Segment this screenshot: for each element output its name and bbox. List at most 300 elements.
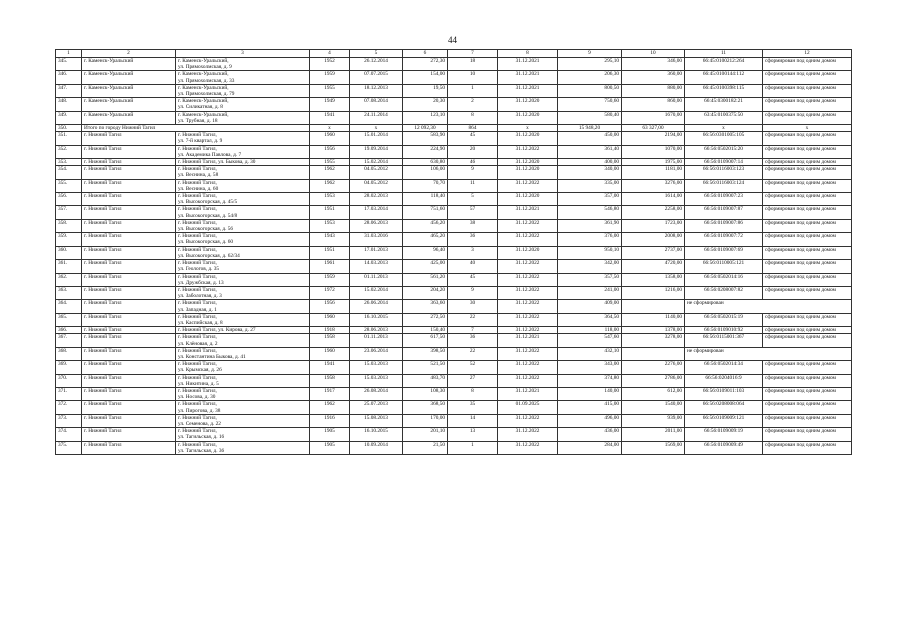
table-cell: 3 — [448, 246, 498, 259]
table-row — [56, 111, 852, 124]
table-row — [56, 179, 852, 192]
table-cell: 2011,00 — [622, 428, 685, 441]
table-cell: 372. — [56, 401, 82, 414]
column-header: 3 — [176, 50, 310, 58]
table-cell: сформирован под одним домом — [763, 58, 852, 71]
table-cell: 860,00 — [622, 98, 685, 111]
table-cell: г. Нижний Тагил, ул. Кирова, д. 27 — [176, 327, 310, 334]
table-cell: 2194,00 — [622, 132, 685, 145]
table-cell: 1951 — [310, 206, 350, 219]
column-header: 4 — [310, 50, 350, 58]
table-cell: 1959 — [310, 273, 350, 286]
table-cell: г. Нижний Тагил — [82, 300, 176, 313]
table-cell: 1959 — [310, 71, 350, 84]
table-cell: 26.08.2014 — [350, 387, 403, 400]
table-cell: 118,00 — [558, 327, 622, 334]
table-cell: 7 — [448, 327, 498, 334]
table-cell: сформирован под одним домом — [763, 260, 852, 273]
table-cell: сформирован под одним домом — [763, 428, 852, 441]
table-cell: 25.07.2013 — [350, 401, 403, 414]
table-cell: x — [763, 125, 852, 132]
table-cell: 31.03.2016 — [350, 233, 403, 246]
table-cell: сформирован под одним домом — [763, 98, 852, 111]
table-cell: г. Нижний Тагил, ул. Западная, д. 1 — [176, 300, 310, 313]
table-cell: 224,90 — [403, 145, 448, 158]
table-cell: сформирован под одним домом — [763, 179, 852, 192]
table-cell: 12 092,30 — [403, 125, 448, 132]
table-cell: 241,00 — [558, 286, 622, 299]
table-cell: 15.03.2013 — [350, 374, 403, 387]
table-cell: 1918 — [310, 327, 350, 334]
table-cell: 19.09.2014 — [350, 145, 403, 158]
table-cell: 01.11.2013 — [350, 273, 403, 286]
table-cell: 66:56:0109007:69 — [685, 246, 763, 259]
table-cell: 66:56:0109011:103 — [685, 387, 763, 400]
table-cell: 66:56:0116003:124 — [685, 179, 763, 192]
table-cell: 66:56:0109009:49 — [685, 441, 763, 454]
table-cell: 3278,00 — [622, 334, 685, 347]
table-cell: 800,50 — [558, 84, 622, 97]
table-cell: 96,40 — [403, 246, 448, 259]
table-cell: 15.01.2014 — [350, 132, 403, 145]
table-cell: 21,50 — [403, 441, 448, 454]
table-cell: 66:56:0109009:19 — [685, 428, 763, 441]
table-cell: г. Каменск-Уральский — [82, 98, 176, 111]
table-cell: 366. — [56, 327, 82, 334]
table-cell: 1960 — [310, 313, 350, 326]
table-cell: г. Нижний Тагил, ул. Пирогова, д. 38 — [176, 401, 310, 414]
table-cell: г. Каменск-Уральский — [82, 71, 176, 84]
table-cell: 63 327,00 — [622, 125, 685, 132]
table-cell: сформирован под одним домом — [763, 361, 852, 374]
table-cell: 432,10 — [558, 347, 622, 360]
table-cell: 1953 — [310, 193, 350, 206]
table-cell: 358. — [56, 219, 82, 232]
table-cell: сформирован под одним домом — [763, 246, 852, 259]
table-cell: г. Нижний Тагил — [82, 219, 176, 232]
table-cell: 36 — [448, 233, 498, 246]
table-cell: г. Нижний Тагил — [82, 441, 176, 454]
table-cell: г. Нижний Тагил — [82, 387, 176, 400]
table-cell: 46 — [448, 159, 498, 166]
table-cell: 357. — [56, 206, 82, 219]
table-cell: 38 — [448, 219, 498, 232]
table-cell: 2 — [448, 98, 498, 111]
table-cell: 340,00 — [558, 166, 622, 179]
page-number: 44 — [448, 35, 457, 45]
column-header: 11 — [685, 50, 763, 58]
table-cell: 612,00 — [622, 387, 685, 400]
table-cell: 363,60 — [403, 300, 448, 313]
table-cell: 356. — [56, 193, 82, 206]
table-cell: г. Нижний Тагил, ул. Носова, д. 30 — [176, 387, 310, 400]
table-cell: 66:56:0109007:72 — [685, 233, 763, 246]
table-cell: 1670,00 — [622, 111, 685, 124]
table-cell: г. Нижний Тагил — [82, 286, 176, 299]
table-cell: 9 — [448, 166, 498, 179]
table-cell: 170,00 — [403, 414, 448, 427]
column-header: 8 — [498, 50, 558, 58]
table-cell: 66:56:0301005:105 — [685, 132, 763, 145]
table-cell: 10.09.2014 — [350, 441, 403, 454]
table-cell: г. Каменск-Уральский — [82, 84, 176, 97]
table-cell: сформирован под одним домом — [763, 401, 852, 414]
table-cell: 66:56:0208007:82 — [685, 286, 763, 299]
table-cell: 355. — [56, 179, 82, 192]
table-cell: 15.08.2013 — [350, 414, 403, 427]
table-cell: 561,20 — [403, 273, 448, 286]
table-cell: 20,30 — [403, 98, 448, 111]
table-cell: x — [685, 125, 763, 132]
table-cell: 28.02.2013 — [350, 193, 403, 206]
table-cell — [622, 347, 685, 360]
table-cell: 1953 — [310, 219, 350, 232]
table-cell: г. Нижний Тагил — [82, 166, 176, 179]
table-cell: 31.12.2020 — [498, 166, 558, 179]
table-cell: 370. — [56, 374, 82, 387]
total-row — [56, 125, 852, 132]
table-cell: 373. — [56, 414, 82, 427]
table-cell: 45 — [448, 273, 498, 286]
table-cell: 375. — [56, 441, 82, 454]
table-cell: 1941 — [310, 361, 350, 374]
table-cell: г. Нижний Тагил — [82, 233, 176, 246]
table-cell: 22 — [448, 347, 498, 360]
table-cell: 1905 — [310, 428, 350, 441]
table-cell: 1955 — [310, 84, 350, 97]
table-cell: 07.08.2014 — [350, 98, 403, 111]
table-row — [56, 98, 852, 111]
table-cell: 371. — [56, 387, 82, 400]
table-cell: 19,50 — [403, 84, 448, 97]
table-cell: 66:56:0109007:23 — [685, 193, 763, 206]
table-cell: г. Нижний Тагил — [82, 159, 176, 166]
table-cell: сформирован под одним домом — [763, 84, 852, 97]
table-cell: 31.12.2020 — [498, 98, 558, 111]
table-cell: 398,50 — [403, 347, 448, 360]
table-cell: 1975,00 — [622, 159, 685, 166]
table-row — [56, 260, 852, 273]
table-cell: 31.12.2022 — [498, 145, 558, 158]
table-cell: 31.12.2022 — [498, 374, 558, 387]
table-cell: 31.12.2022 — [498, 233, 558, 246]
table-cell: 367. — [56, 334, 82, 347]
table-row — [56, 286, 852, 299]
table-cell: г. Каменск-Уральский, ул. Прямохолмская, д. 9 — [176, 58, 310, 71]
table-cell: 15 948,20 — [558, 125, 622, 132]
table-cell: 24.11.2014 — [350, 111, 403, 124]
table-cell: 364. — [56, 300, 82, 313]
table-cell: 31.12.2020 — [498, 159, 558, 166]
table-cell: 1140,00 — [622, 313, 685, 326]
table-row — [56, 361, 852, 374]
table-cell: 374,80 — [558, 374, 622, 387]
table-cell: 425,00 — [403, 260, 448, 273]
table-cell: 1070,00 — [622, 145, 685, 158]
table-cell: x — [498, 125, 558, 132]
table-cell: 3276,00 — [622, 179, 685, 192]
table-cell: 201,10 — [403, 428, 448, 441]
table-cell: 354. — [56, 166, 82, 179]
table-cell: 140,00 — [558, 387, 622, 400]
table-cell: 284,00 — [558, 441, 622, 454]
table-cell: 346,00 — [622, 58, 685, 71]
table-cell: 1958 — [310, 334, 350, 347]
table-cell: г. Нижний Тагил, ул. Веснина, д. 58 — [176, 166, 310, 179]
table-cell: сформирован под одним домом — [763, 145, 852, 158]
table-cell: 9 — [448, 286, 498, 299]
table-cell: 1962 — [310, 166, 350, 179]
table-cell: 16.10.2015 — [350, 428, 403, 441]
table-cell: г. Нижний Тагил — [82, 374, 176, 387]
table-cell: 66:56:0208008:064 — [685, 401, 763, 414]
table-cell: г. Нижний Тагил — [82, 361, 176, 374]
table-cell: 272,30 — [403, 58, 448, 71]
table-cell: 360. — [56, 246, 82, 259]
table-row — [56, 327, 852, 334]
table-cell: 31.12.2020 — [498, 132, 558, 145]
table-cell: 1917 — [310, 387, 350, 400]
table-cell: 880,00 — [622, 84, 685, 97]
table-cell: г. Нижний Тагил, ул. Семенова, д. 22 — [176, 414, 310, 427]
table-cell: 1961 — [310, 260, 350, 273]
table-cell: г. Нижний Тагил, ул. Крымская, д. 26 — [176, 361, 310, 374]
column-header: 2 — [82, 50, 176, 58]
table-cell: 436,00 — [558, 428, 622, 441]
table-cell: г. Нижний Тагил — [82, 327, 176, 334]
table-cell: 1960 — [310, 132, 350, 145]
table-cell: г. Нижний Тагил, ул. Никитина, д. 5 — [176, 374, 310, 387]
table-cell: 351. — [56, 132, 82, 145]
table-cell: 4720,00 — [622, 260, 685, 273]
table-cell: 1358,00 — [622, 273, 685, 286]
table-row — [56, 145, 852, 158]
table-cell: 17.03.2014 — [350, 206, 403, 219]
table-cell: 450,00 — [558, 132, 622, 145]
table-cell: 335,00 — [558, 179, 622, 192]
table-cell: 118,40 — [403, 193, 448, 206]
table-cell: 66:56:0109007:14 — [685, 159, 763, 166]
table-row — [56, 401, 852, 414]
table-cell: сформирован под одним домом — [763, 273, 852, 286]
table-cell: 353. — [56, 159, 82, 166]
housing-register-table — [55, 49, 852, 455]
table-cell: 1614,00 — [622, 193, 685, 206]
table-cell: 1958 — [310, 374, 350, 387]
table-cell: 31.12.2022 — [498, 361, 558, 374]
table-cell: не сформирован — [685, 347, 852, 360]
table-row — [56, 347, 852, 360]
table-cell: 347. — [56, 84, 82, 97]
table-cell: 547,60 — [558, 334, 622, 347]
table-cell: 31.12.2022 — [498, 286, 558, 299]
table-cell: 521,50 — [403, 361, 448, 374]
table-cell: г. Нижний Тагил — [82, 347, 176, 360]
column-header: 5 — [350, 50, 403, 58]
table-cell: 31.12.2022 — [498, 313, 558, 326]
table-cell: 342,00 — [558, 260, 622, 273]
table-cell: 1540,00 — [622, 401, 685, 414]
table-cell: г. Нижний Тагил, ул. Тагильская, д. 36 — [176, 441, 310, 454]
table-cell: г. Нижний Тагил, ул. Быкова, д. 30 — [176, 159, 310, 166]
table-cell: сформирован под одним домом — [763, 286, 852, 299]
table-cell: г. Нижний Тагил — [82, 206, 176, 219]
table-cell: 580,40 — [558, 111, 622, 124]
table-cell: 66:56:0109007:87 — [685, 206, 763, 219]
table-cell: 357,50 — [558, 273, 622, 286]
table-cell: 15.02.2014 — [350, 159, 403, 166]
table-cell: сформирован под одним домом — [763, 334, 852, 347]
table-cell: 66:56:0109007:86 — [685, 219, 763, 232]
table-cell: 950,10 — [558, 246, 622, 259]
table-cell: 66:56:0204016:9 — [685, 374, 763, 387]
table-cell: 1216,00 — [622, 286, 685, 299]
table-cell: 361. — [56, 260, 82, 273]
table-cell: 10 — [448, 71, 498, 84]
column-header: 6 — [403, 50, 448, 58]
table-cell: 26.06.2014 — [350, 300, 403, 313]
table-row — [56, 334, 852, 347]
table-cell: 583,90 — [403, 132, 448, 145]
table-cell: 2258,00 — [622, 206, 685, 219]
table-cell: сформирован под одним домом — [763, 71, 852, 84]
table-cell: 1960 — [310, 347, 350, 360]
table-cell: 31.12.2021 — [498, 58, 558, 71]
table-cell: 28.06.2013 — [350, 327, 403, 334]
table-cell: 04.05.2012 — [350, 179, 403, 192]
table-cell: 31.12.2022 — [498, 441, 558, 454]
table-cell: 31.12.2022 — [498, 428, 558, 441]
table-cell: 409,00 — [558, 300, 622, 313]
table-cell: 750,60 — [558, 98, 622, 111]
table-cell: 206,30 — [558, 71, 622, 84]
table-cell: 369. — [56, 361, 82, 374]
table-cell: 939,00 — [622, 414, 685, 427]
table-cell: 11 — [448, 179, 498, 192]
table-cell: сформирован под одним домом — [763, 193, 852, 206]
table-cell: 31.12.2020 — [498, 246, 558, 259]
table-cell: 31.12.2022 — [498, 414, 558, 427]
table-cell: 2276,00 — [622, 361, 685, 374]
table-row — [56, 300, 852, 313]
table-row — [56, 206, 852, 219]
table-cell: 1956 — [310, 300, 350, 313]
table-cell: г. Нижний Тагил, ул. Высокогорская, д. 56 — [176, 219, 310, 232]
table-cell: 483,70 — [403, 374, 448, 387]
table-cell: 66:56:0109010:92 — [685, 327, 763, 334]
table-cell: г. Каменск-Уральский, ул. Трубная, д. 18 — [176, 111, 310, 124]
table-cell: 374. — [56, 428, 82, 441]
table-cell: г. Нижний Тагил — [82, 313, 176, 326]
table-cell: 365. — [56, 313, 82, 326]
table-cell: г. Каменск-Уральский — [82, 111, 176, 124]
table-cell: сформирован под одним домом — [763, 159, 852, 166]
table-cell: 1949 — [310, 98, 350, 111]
table-cell: 07.07.2015 — [350, 71, 403, 84]
table-cell: Итого по городу Нижний Тагил — [82, 125, 310, 132]
table-cell: 14 — [448, 414, 498, 427]
table-cell: 154,00 — [403, 71, 448, 84]
table-cell: 864 — [448, 125, 498, 132]
table-cell: 66:45:0300182:21 — [685, 98, 763, 111]
table-cell: г. Нижний Тагил, ул. Высокогорская, д. 45/5 — [176, 193, 310, 206]
table-cell: 28.06.2013 — [350, 219, 403, 232]
table-row — [56, 219, 852, 232]
table-cell: сформирован под одним домом — [763, 414, 852, 427]
table-cell: 361,90 — [558, 219, 622, 232]
table-row — [56, 273, 852, 286]
table-cell: г. Нижний Тагил — [82, 132, 176, 145]
table-cell: 1962 — [310, 401, 350, 414]
table-cell: сформирован под одним домом — [763, 233, 852, 246]
table-cell: 343,00 — [558, 361, 622, 374]
table-cell: 349. — [56, 111, 82, 124]
table-cell: 415,00 — [558, 401, 622, 414]
table-cell: 52 — [448, 361, 498, 374]
table-row — [56, 428, 852, 441]
table-cell: 2008,00 — [622, 233, 685, 246]
table-cell: 368. — [56, 347, 82, 360]
table-cell: 31.12.2022 — [498, 347, 558, 360]
table-cell: 16.10.2015 — [350, 313, 403, 326]
table-cell: 66:56:0110005:121 — [685, 260, 763, 273]
table-row — [56, 441, 852, 454]
table-cell: 1952 — [310, 58, 350, 71]
table-row — [56, 159, 852, 166]
table-cell: 204,20 — [403, 286, 448, 299]
table-cell: 1181,00 — [622, 166, 685, 179]
table-cell: 66:56:0502015:19 — [685, 313, 763, 326]
table-cell: 23.06.2014 — [350, 347, 403, 360]
table-cell: г. Нижний Тагил — [82, 193, 176, 206]
table-cell: сформирован под одним домом — [763, 387, 852, 400]
table-cell: г. Нижний Тагил — [82, 273, 176, 286]
column-header: 1 — [56, 50, 82, 58]
table-cell: 35 — [448, 401, 498, 414]
table-cell: г. Нижний Тагил, ул. 7-й квартал, д. 9 — [176, 132, 310, 145]
table-cell: 1972 — [310, 286, 350, 299]
table-row — [56, 58, 852, 71]
table-cell: 31.12.2021 — [498, 387, 558, 400]
table-cell: 751,60 — [403, 206, 448, 219]
table-cell: 31.12.2021 — [498, 334, 558, 347]
table-cell: 295,10 — [558, 58, 622, 71]
table-cell: г. Нижний Тагил — [82, 179, 176, 192]
table-cell: 18.12.2013 — [350, 84, 403, 97]
table-cell: г. Каменск-Уральский, ул. Прямохолмская, д. 33 — [176, 71, 310, 84]
table-cell: 13 — [448, 428, 498, 441]
table-cell: 01.11.2013 — [350, 334, 403, 347]
table-cell: 66:56:0109009:121 — [685, 414, 763, 427]
table-cell: 400,00 — [558, 159, 622, 166]
table-cell: 630,80 — [403, 159, 448, 166]
table-cell: 364,50 — [558, 313, 622, 326]
table-cell: г. Каменск-Уральский, ул. Силикатная, д. 8 — [176, 98, 310, 111]
table-cell: сформирован под одним домом — [763, 132, 852, 145]
table-cell: сформирован под одним домом — [763, 111, 852, 124]
table-cell: 31.12.2020 — [498, 193, 558, 206]
table-cell: г. Нижний Тагил, ул. Академика Павлова, д. 7 — [176, 145, 310, 158]
table-cell: г. Нижний Тагил, ул. Высокогорская, д. 62/34 — [176, 246, 310, 259]
table-cell: 01.09.2025 — [498, 401, 558, 414]
table-cell: 106,00 — [403, 166, 448, 179]
table-cell: 27 — [448, 374, 498, 387]
table-cell: 31.12.2022 — [498, 300, 558, 313]
table-cell: сформирован под одним домом — [763, 374, 852, 387]
table-cell: 1916 — [310, 414, 350, 427]
table-cell: сформирован под одним домом — [763, 166, 852, 179]
table-cell: г. Нижний Тагил, ул. Геологов, д. 35 — [176, 260, 310, 273]
